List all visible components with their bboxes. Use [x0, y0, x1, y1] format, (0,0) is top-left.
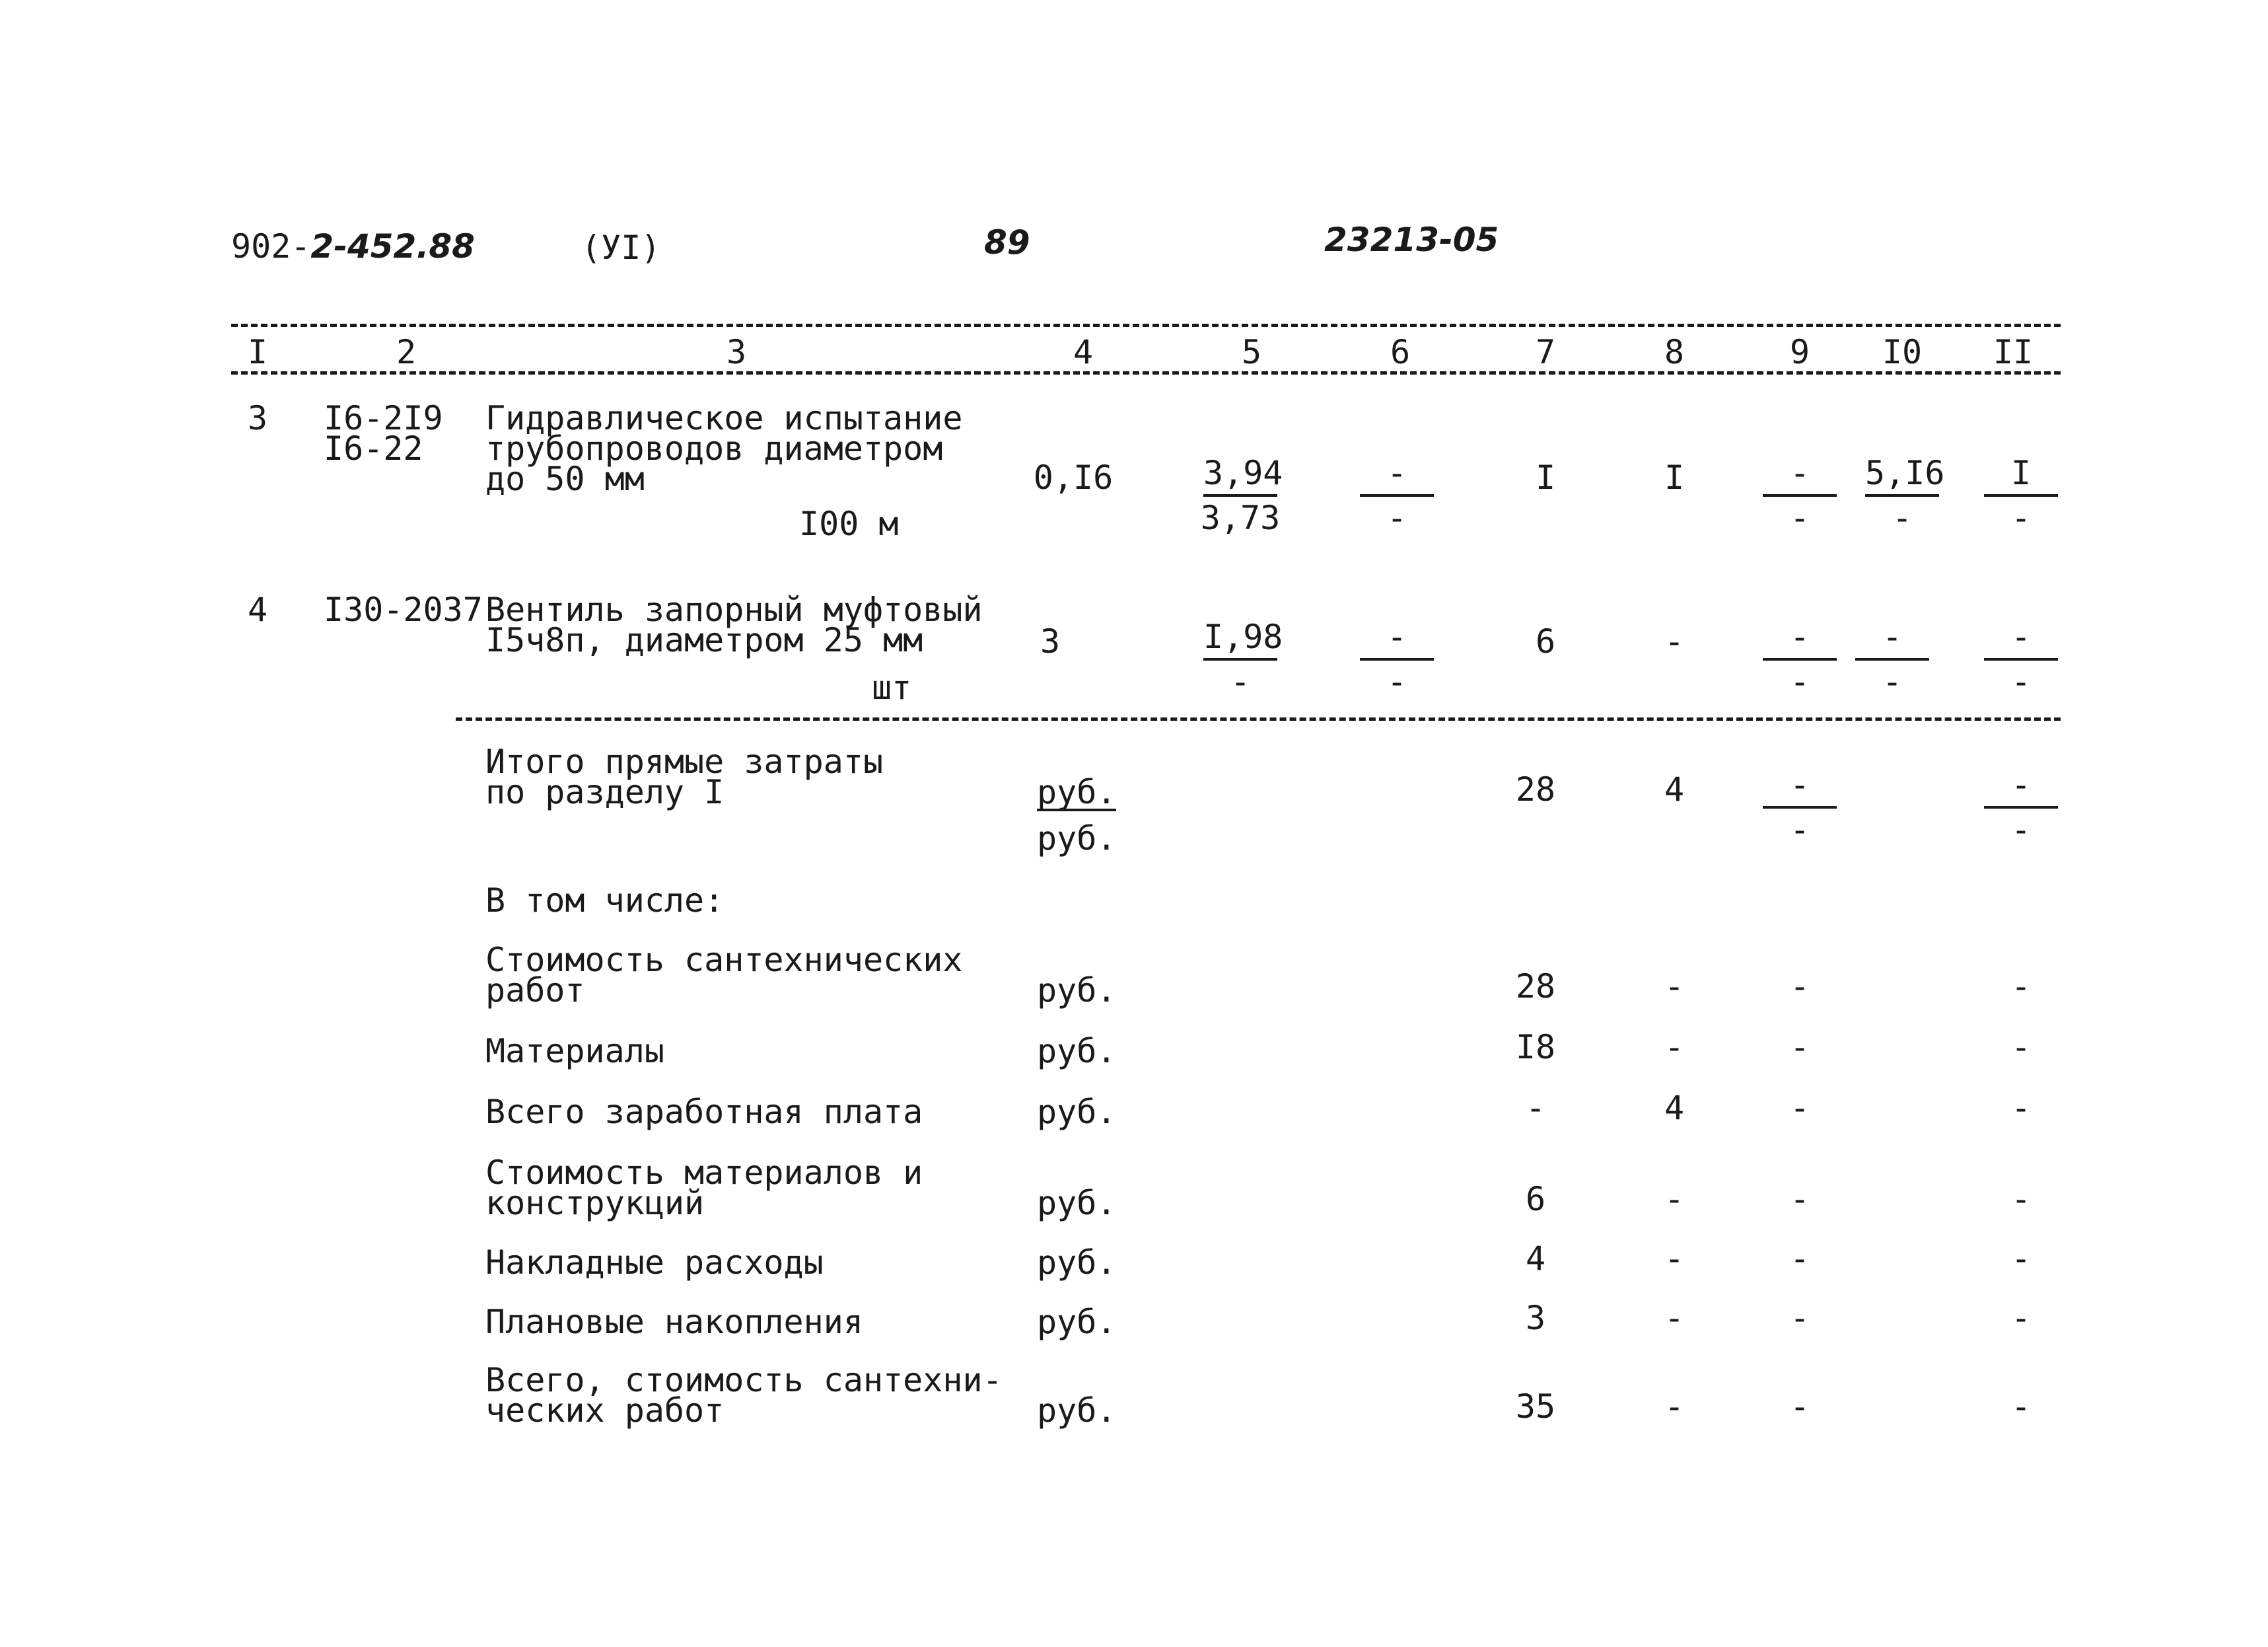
- fraction-bottom: -: [2010, 499, 2032, 537]
- fraction-top: -: [1763, 764, 1837, 809]
- row-number: 4: [248, 591, 268, 629]
- doc-number: [231, 227, 475, 266]
- total-unit-top: руб.: [1037, 773, 1117, 811]
- total-col7: 28: [1515, 770, 1556, 809]
- breakdown-label: Стоимость материалов и конструкций: [485, 1153, 923, 1222]
- fraction-top: -: [1855, 616, 1929, 661]
- breakdown-label: Стоимость сантехнических работ: [485, 941, 963, 1009]
- breakdown-unit: руб.: [1037, 1184, 1117, 1222]
- column-header-2: 2: [396, 333, 417, 371]
- breakdown-label: Всего, стоимость сантехни- ческих работ: [485, 1361, 1003, 1430]
- breakdown-col7: 6: [1525, 1180, 1546, 1218]
- breakdown-col9: -: [1789, 1089, 1810, 1127]
- section-divider: [456, 717, 2061, 721]
- fraction-top: -: [1984, 764, 2058, 809]
- breakdown-col7: 4: [1525, 1239, 1546, 1278]
- breakdown-col11: -: [2010, 1180, 2032, 1218]
- fraction-top: I,98: [1203, 616, 1277, 661]
- fraction-top: -: [1763, 452, 1837, 497]
- row-col5-fraction: [1187, 616, 1293, 703]
- fraction-bottom: -: [1789, 811, 1810, 849]
- breakdown-col9: -: [1789, 1387, 1810, 1426]
- row-col6-fraction: [1344, 452, 1450, 539]
- breakdown-label: Плановые накопления: [485, 1303, 863, 1341]
- breakdown-col8: -: [1664, 1299, 1685, 1337]
- breakdown-col9: -: [1789, 1180, 1810, 1218]
- breakdown-col8: -: [1664, 1387, 1685, 1426]
- breakdown-col11: -: [2010, 1299, 2032, 1337]
- row-description: Вентиль запорный муфтовый I5ч8п, диаметром 25 мм: [485, 591, 983, 659]
- column-header-4: 4: [1073, 333, 1094, 371]
- document-code: 23213-05: [1324, 221, 1499, 259]
- breakdown-col7: I8: [1515, 1028, 1556, 1066]
- column-header-9: 9: [1789, 333, 1810, 371]
- header-rule-bottom: [231, 371, 2061, 375]
- breakdown-col11: -: [2010, 1028, 2032, 1066]
- column-header-5: 5: [1241, 333, 1262, 371]
- row-col8: -: [1664, 622, 1685, 661]
- fraction-top: -: [1360, 452, 1434, 497]
- row-col7: 6: [1535, 622, 1556, 661]
- row-description: Гидравлическое испытание трубопроводов диаметром до 50 мм: [485, 399, 963, 498]
- row-col8: I: [1664, 458, 1685, 497]
- column-header-6: 6: [1390, 333, 1411, 371]
- row-col9-fraction: [1747, 616, 1853, 703]
- row-number: 3: [248, 399, 268, 437]
- breakdown-col7: -: [1525, 1089, 1546, 1127]
- column-header-10: I0: [1882, 333, 1923, 371]
- breakdown-label: Материалы: [485, 1032, 664, 1070]
- total-col11-fraction: [1968, 764, 2074, 851]
- total-unit-bottom: руб.: [1037, 819, 1117, 858]
- fraction-bottom: -: [1230, 663, 1251, 701]
- fraction-bottom: -: [1386, 663, 1407, 701]
- fraction-bottom: -: [2010, 811, 2032, 849]
- doc-prefix: 902-: [231, 227, 311, 266]
- breakdown-label: Накладные расходы: [485, 1243, 824, 1282]
- row-col5-fraction: [1187, 452, 1293, 539]
- breakdown-unit: руб.: [1037, 1243, 1117, 1282]
- breakdown-label: Всего заработная плата: [485, 1093, 923, 1131]
- breakdown-col7: 28: [1515, 967, 1556, 1006]
- total-col8: 4: [1664, 770, 1685, 809]
- fraction-bottom: -: [2010, 663, 2032, 701]
- breakdown-unit: руб.: [1037, 1032, 1117, 1070]
- column-header-8: 8: [1664, 333, 1685, 371]
- column-header-7: 7: [1535, 333, 1556, 371]
- fraction-top: 3,94: [1203, 452, 1277, 497]
- breakdown-col9: -: [1789, 967, 1810, 1006]
- breakdown-unit: руб.: [1037, 971, 1117, 1009]
- fraction-top: 5,I6: [1865, 452, 1939, 497]
- breakdown-unit: руб.: [1037, 1093, 1117, 1131]
- row-col9-fraction: [1747, 452, 1853, 539]
- row-col6-fraction: [1344, 616, 1450, 703]
- total-label: Итого прямые затраты по разделу I: [485, 743, 884, 811]
- row-col7: I: [1535, 458, 1556, 497]
- fraction-top: -: [1763, 616, 1837, 661]
- breakdown-col8: 4: [1664, 1089, 1685, 1127]
- column-header-3: 3: [726, 333, 747, 371]
- row-code: I6-2I9 I6-22: [324, 399, 443, 468]
- breakdown-col7: 3: [1525, 1299, 1546, 1337]
- column-header-11: II: [1993, 333, 2034, 371]
- breakdown-unit: руб.: [1037, 1391, 1117, 1430]
- fraction-bottom: -: [1386, 499, 1407, 537]
- row-col11-fraction: [1968, 452, 2074, 539]
- row-quantity: 3: [1040, 622, 1061, 661]
- fraction-bottom: -: [1789, 499, 1810, 537]
- fraction-top: -: [1984, 616, 2058, 661]
- breakdown-col11: -: [2010, 1239, 2032, 1278]
- doc-number-handwritten: 2-452.88: [310, 227, 475, 266]
- row-col10-fraction: [1839, 616, 1945, 703]
- breakdown-col8: -: [1664, 1028, 1685, 1066]
- fraction-top: I: [1984, 452, 2058, 497]
- breakdown-col11: -: [2010, 967, 2032, 1006]
- breakdown-col8: -: [1664, 1239, 1685, 1278]
- column-header-1: I: [247, 333, 268, 371]
- page-number: 89: [984, 223, 1030, 262]
- fraction-bottom: -: [1882, 663, 1903, 701]
- fraction-bottom: -: [1892, 499, 1913, 537]
- row-unit: шт: [872, 669, 912, 707]
- header-rule-top: [231, 324, 2061, 327]
- row-col10-fraction: [1849, 452, 1955, 539]
- including-label: В том числе:: [485, 881, 725, 920]
- breakdown-col8: -: [1664, 967, 1685, 1006]
- row-quantity: 0,I6: [1033, 458, 1114, 497]
- total-col9-fraction: [1747, 764, 1853, 851]
- fraction-bottom: -: [1789, 663, 1810, 701]
- breakdown-unit: руб.: [1037, 1303, 1117, 1341]
- breakdown-col9: -: [1789, 1299, 1810, 1337]
- row-code: I30-2037: [324, 591, 483, 629]
- breakdown-col11: -: [2010, 1089, 2032, 1127]
- breakdown-col9: -: [1789, 1028, 1810, 1066]
- breakdown-col9: -: [1789, 1239, 1810, 1278]
- row-unit: I00 м: [799, 505, 899, 543]
- breakdown-col7: 35: [1515, 1387, 1556, 1426]
- breakdown-col11: -: [2010, 1387, 2032, 1426]
- fraction-bottom: 3,73: [1200, 499, 1281, 537]
- fraction-top: -: [1360, 616, 1434, 661]
- row-col11-fraction: [1968, 616, 2074, 703]
- breakdown-col8: -: [1664, 1180, 1685, 1218]
- volume-label: (УI): [581, 229, 661, 267]
